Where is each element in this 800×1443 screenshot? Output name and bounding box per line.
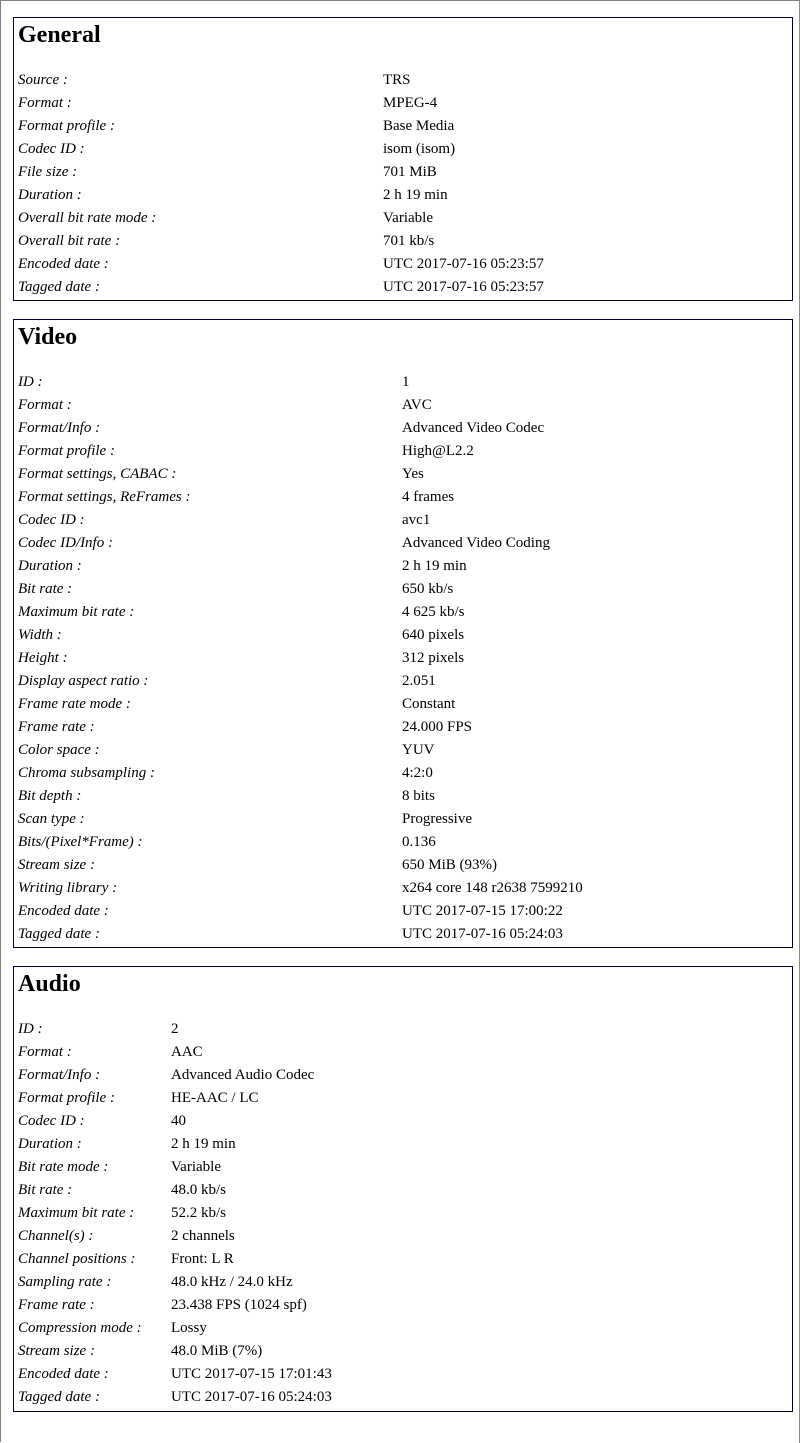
property-value: UTC 2017-07-15 17:01:43 <box>171 1366 332 1382</box>
property-value: UTC 2017-07-15 17:00:22 <box>402 903 563 919</box>
property-value: Constant <box>402 696 456 712</box>
property-value: 650 MiB (93%) <box>402 857 497 873</box>
property-value: Front: L R <box>171 1251 234 1267</box>
video-property-row <box>18 532 788 555</box>
audio-property-row <box>18 1202 788 1225</box>
video-property-row <box>18 417 788 440</box>
property-value: 40 <box>171 1113 186 1129</box>
video-property-row <box>18 854 788 877</box>
video-property-row <box>18 624 788 647</box>
property-value: High@L2.2 <box>402 443 474 459</box>
audio-property-row <box>18 1225 788 1248</box>
property-value: 0.136 <box>402 834 436 850</box>
property-value: 701 kb/s <box>383 233 435 249</box>
video-property-row <box>18 693 788 716</box>
property-label: Bits/(Pixel*Frame) : <box>18 834 143 850</box>
audio-property-row <box>18 1363 788 1386</box>
property-value: UTC 2017-07-16 05:23:57 <box>383 279 544 295</box>
general-property-row <box>18 230 788 253</box>
property-label: Codec ID/Info : <box>18 535 113 551</box>
property-value: isom (isom) <box>383 141 456 157</box>
property-value: 23.438 FPS (1024 spf) <box>171 1297 307 1313</box>
property-label: Encoded date : <box>18 256 109 272</box>
property-value: 2 h 19 min <box>171 1136 236 1152</box>
property-label: Channel(s) : <box>18 1228 94 1244</box>
general-section <box>13 17 793 301</box>
property-label: Compression mode : <box>18 1320 142 1336</box>
property-value: 650 kb/s <box>402 581 454 597</box>
video-property-row <box>18 785 788 808</box>
property-value: 52.2 kb/s <box>171 1205 227 1221</box>
audio-property-row <box>18 1156 788 1179</box>
property-label: Overall bit rate mode : <box>18 210 157 226</box>
property-label: Format settings, CABAC : <box>18 466 177 482</box>
property-label: Encoded date : <box>18 903 109 919</box>
video-property-row <box>18 486 788 509</box>
video-property-row <box>18 601 788 624</box>
property-value: 48.0 kHz / 24.0 kHz <box>171 1274 293 1290</box>
property-label: Scan type : <box>18 811 85 827</box>
property-label: Display aspect ratio : <box>18 673 149 689</box>
property-label: Width : <box>18 627 62 643</box>
property-value: AAC <box>171 1044 203 1060</box>
property-value: 2 h 19 min <box>383 187 448 203</box>
property-value: UTC 2017-07-16 05:24:03 <box>171 1389 332 1405</box>
property-value: 640 pixels <box>402 627 465 643</box>
video-property-row <box>18 831 788 854</box>
property-value: TRS <box>383 72 411 88</box>
audio-property-row <box>18 1133 788 1156</box>
property-label: Codec ID : <box>18 1113 85 1129</box>
video-property-row <box>18 394 788 417</box>
property-value: 4 frames <box>402 489 455 505</box>
video-property-row <box>18 762 788 785</box>
property-label: Stream size : <box>18 857 95 873</box>
audio-property-row <box>18 1340 788 1363</box>
property-label: Format : <box>18 95 72 111</box>
video-property-row <box>18 509 788 532</box>
property-value: 4:2:0 <box>402 765 433 781</box>
property-label: Format : <box>18 397 72 413</box>
property-value: UTC 2017-07-16 05:24:03 <box>402 926 563 942</box>
property-value: Base Media <box>383 118 455 134</box>
property-label: Stream size : <box>18 1343 95 1359</box>
property-value: Advanced Video Coding <box>402 535 550 551</box>
property-label: Format/Info : <box>18 1067 101 1083</box>
property-label: Overall bit rate : <box>18 233 121 249</box>
property-label: Source : <box>18 72 68 88</box>
audio-property-row <box>18 1041 788 1064</box>
property-value: UTC 2017-07-16 05:23:57 <box>383 256 544 272</box>
general-property-row <box>18 161 788 184</box>
general-section-title: General <box>18 22 101 48</box>
property-value: 2.051 <box>402 673 436 689</box>
property-label: File size : <box>18 164 78 180</box>
general-property-row <box>18 138 788 161</box>
property-value: 1 <box>402 374 410 390</box>
property-value: Progressive <box>402 811 472 827</box>
property-label: Format/Info : <box>18 420 101 436</box>
property-label: Codec ID : <box>18 512 85 528</box>
video-property-row <box>18 440 788 463</box>
property-label: Frame rate mode : <box>18 696 131 712</box>
audio-property-row <box>18 1317 788 1340</box>
general-property-row <box>18 92 788 115</box>
general-property-row <box>18 207 788 230</box>
video-property-row <box>18 877 788 900</box>
property-value: 701 MiB <box>383 164 437 180</box>
video-section-title: Video <box>18 324 78 350</box>
audio-property-row <box>18 1179 788 1202</box>
property-label: Tagged date : <box>18 1389 100 1405</box>
property-label: Format profile : <box>18 118 115 134</box>
property-label: Height : <box>18 650 68 666</box>
property-value: 8 bits <box>402 788 435 804</box>
property-value: YUV <box>402 742 435 758</box>
property-value: Advanced Video Codec <box>402 420 545 436</box>
general-property-row <box>18 253 788 276</box>
audio-property-row <box>18 1248 788 1271</box>
audio-property-row <box>18 1018 788 1041</box>
property-label: Encoded date : <box>18 1366 109 1382</box>
video-property-row <box>18 739 788 762</box>
property-value: 48.0 kb/s <box>171 1182 227 1198</box>
video-property-row <box>18 716 788 739</box>
property-label: Frame rate : <box>18 1297 95 1313</box>
property-label: Channel positions : <box>18 1251 136 1267</box>
property-value: Lossy <box>171 1320 207 1336</box>
property-label: Frame rate : <box>18 719 95 735</box>
audio-property-row <box>18 1110 788 1133</box>
property-value: x264 core 148 r2638 7599210 <box>402 880 583 896</box>
general-property-row <box>18 69 788 92</box>
property-value: AVC <box>402 397 432 413</box>
video-property-row <box>18 670 788 693</box>
property-label: Duration : <box>18 187 82 203</box>
property-value: 2 <box>171 1021 179 1037</box>
property-value: Variable <box>171 1159 221 1175</box>
property-label: Bit rate mode : <box>18 1159 109 1175</box>
audio-property-list <box>18 1018 788 1409</box>
property-label: Tagged date : <box>18 926 100 942</box>
audio-property-row <box>18 1087 788 1110</box>
video-property-row <box>18 371 788 394</box>
property-label: Bit depth : <box>18 788 82 804</box>
property-label: Codec ID : <box>18 141 85 157</box>
video-section <box>13 319 793 948</box>
property-label: Duration : <box>18 558 82 574</box>
property-label: Duration : <box>18 1136 82 1152</box>
video-property-row <box>18 808 788 831</box>
property-label: Bit rate : <box>18 581 73 597</box>
video-property-row <box>18 900 788 923</box>
property-label: Maximum bit rate : <box>18 604 135 620</box>
property-label: Sampling rate : <box>18 1274 112 1290</box>
audio-property-row <box>18 1271 788 1294</box>
property-label: Bit rate : <box>18 1182 73 1198</box>
property-label: Format : <box>18 1044 72 1060</box>
property-value: Advanced Audio Codec <box>171 1067 315 1083</box>
property-value: 2 channels <box>171 1228 235 1244</box>
property-label: Format profile : <box>18 1090 115 1106</box>
property-value: 4 625 kb/s <box>402 604 465 620</box>
property-label: Color space : <box>18 742 100 758</box>
general-property-row <box>18 276 788 299</box>
property-label: ID : <box>18 374 43 390</box>
video-property-row <box>18 923 788 946</box>
audio-property-row <box>18 1294 788 1317</box>
property-label: Chroma subsampling : <box>18 765 155 781</box>
video-property-row <box>18 578 788 601</box>
property-value: MPEG-4 <box>383 95 438 111</box>
property-value: HE-AAC / LC <box>171 1090 259 1106</box>
video-property-row <box>18 555 788 578</box>
property-value: Variable <box>383 210 433 226</box>
audio-section-title: Audio <box>18 971 81 997</box>
property-value: 48.0 MiB (7%) <box>171 1343 263 1359</box>
property-value: 24.000 FPS <box>402 719 473 735</box>
property-label: Tagged date : <box>18 279 100 295</box>
general-property-list <box>18 69 788 299</box>
property-label: Maximum bit rate : <box>18 1205 135 1221</box>
property-value: avc1 <box>402 512 431 528</box>
property-label: Writing library : <box>18 880 118 896</box>
property-label: ID : <box>18 1021 43 1037</box>
property-value: 312 pixels <box>402 650 465 666</box>
property-value: 2 h 19 min <box>402 558 467 574</box>
property-label: Format settings, ReFrames : <box>18 489 191 505</box>
audio-property-row <box>18 1064 788 1087</box>
audio-section <box>13 966 793 1412</box>
general-property-row <box>18 184 788 207</box>
general-property-row <box>18 115 788 138</box>
video-property-list <box>18 371 788 946</box>
video-property-row <box>18 647 788 670</box>
property-value: Yes <box>402 466 424 482</box>
audio-property-row <box>18 1386 788 1409</box>
property-label: Format profile : <box>18 443 115 459</box>
video-property-row <box>18 463 788 486</box>
